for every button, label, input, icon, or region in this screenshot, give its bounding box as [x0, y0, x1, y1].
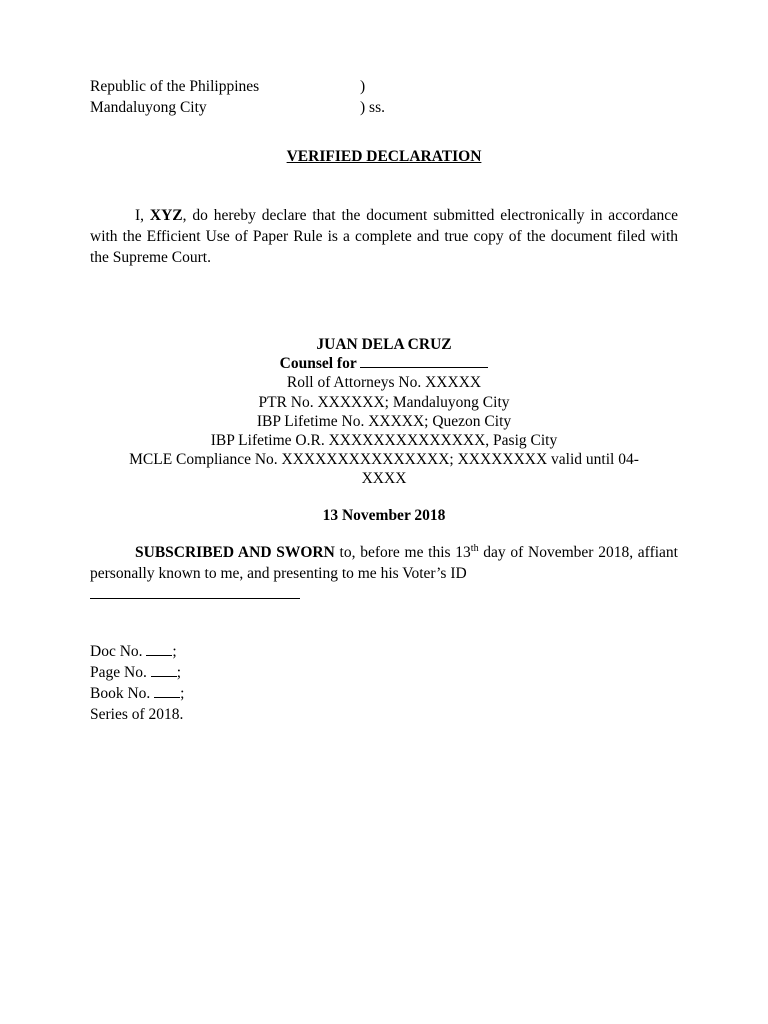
- venue-country: Republic of the Philippines: [90, 78, 260, 95]
- ibp-number: IBP Lifetime No. XXXXX; Quezon City: [256, 412, 512, 430]
- page-no-suffix: ;: [176, 664, 182, 681]
- declaration-pre: I,: [135, 207, 150, 224]
- signature-block: [90, 335, 678, 489]
- notarial-entries: [90, 641, 184, 725]
- book-no-blank[interactable]: [154, 685, 180, 698]
- document-date: 13 November 2018: [322, 507, 446, 524]
- page-no-label: Page No.: [90, 664, 151, 681]
- ptr-number: PTR No. XXXXXX; Mandaluyong City: [258, 393, 510, 411]
- doc-no-line: [90, 641, 184, 662]
- counsel-blank[interactable]: [360, 354, 488, 368]
- voters-id-blank[interactable]: [90, 598, 300, 599]
- venue-city: Mandaluyong City: [90, 99, 207, 116]
- roll-of-attorneys: Roll of Attorneys No. XXXXX: [286, 374, 482, 392]
- declaration-text: , do hereby declare that the document submitted electronically in accordance with the Efficient Use of Paper Rule is a complete and true copy of the document filed with the Supreme Court.: [90, 207, 678, 266]
- page-no-blank[interactable]: [151, 664, 177, 677]
- book-no-label: Book No.: [90, 685, 155, 702]
- jurat-paragraph: [90, 542, 678, 584]
- doc-no-label: Doc No.: [90, 643, 147, 660]
- venue-paren-1: ): [360, 78, 366, 95]
- mcle-line-1: MCLE Compliance No. XXXXXXXXXXXXXXX; XXXXXXXX valid until 04-: [129, 451, 639, 469]
- book-no-line: [90, 683, 184, 704]
- jurat-bold: SUBSCRIBED AND SWORN: [135, 544, 335, 561]
- counsel-line: [90, 354, 678, 373]
- jurat-sup: th: [470, 542, 479, 554]
- signatory-name: JUAN DELA CRUZ: [316, 336, 452, 353]
- mcle-line-2: XXXX: [361, 470, 407, 488]
- venue-paren-2: ) ss.: [360, 99, 385, 116]
- book-no-suffix: ;: [180, 685, 185, 702]
- page-no-line: [90, 662, 184, 683]
- doc-no-blank[interactable]: [146, 643, 172, 656]
- jurat-text-2: day of November 2018, affiant personally known to me, and presenting to me his Voter’s ID: [90, 544, 678, 582]
- declaration-paragraph: [90, 205, 678, 268]
- document-title: [0, 147, 768, 167]
- series-line: Series of 2018.: [90, 706, 184, 723]
- ibp-or-number: IBP Lifetime O.R. XXXXXXXXXXXXXX, Pasig City: [210, 432, 558, 450]
- document-title-text: VERIFIED DECLARATION: [286, 148, 482, 165]
- declarant-name: XYZ: [149, 207, 183, 224]
- counsel-label: Counsel for: [279, 355, 361, 373]
- doc-no-suffix: ;: [172, 643, 177, 660]
- jurat-text-1: to, before me this 13: [334, 544, 471, 561]
